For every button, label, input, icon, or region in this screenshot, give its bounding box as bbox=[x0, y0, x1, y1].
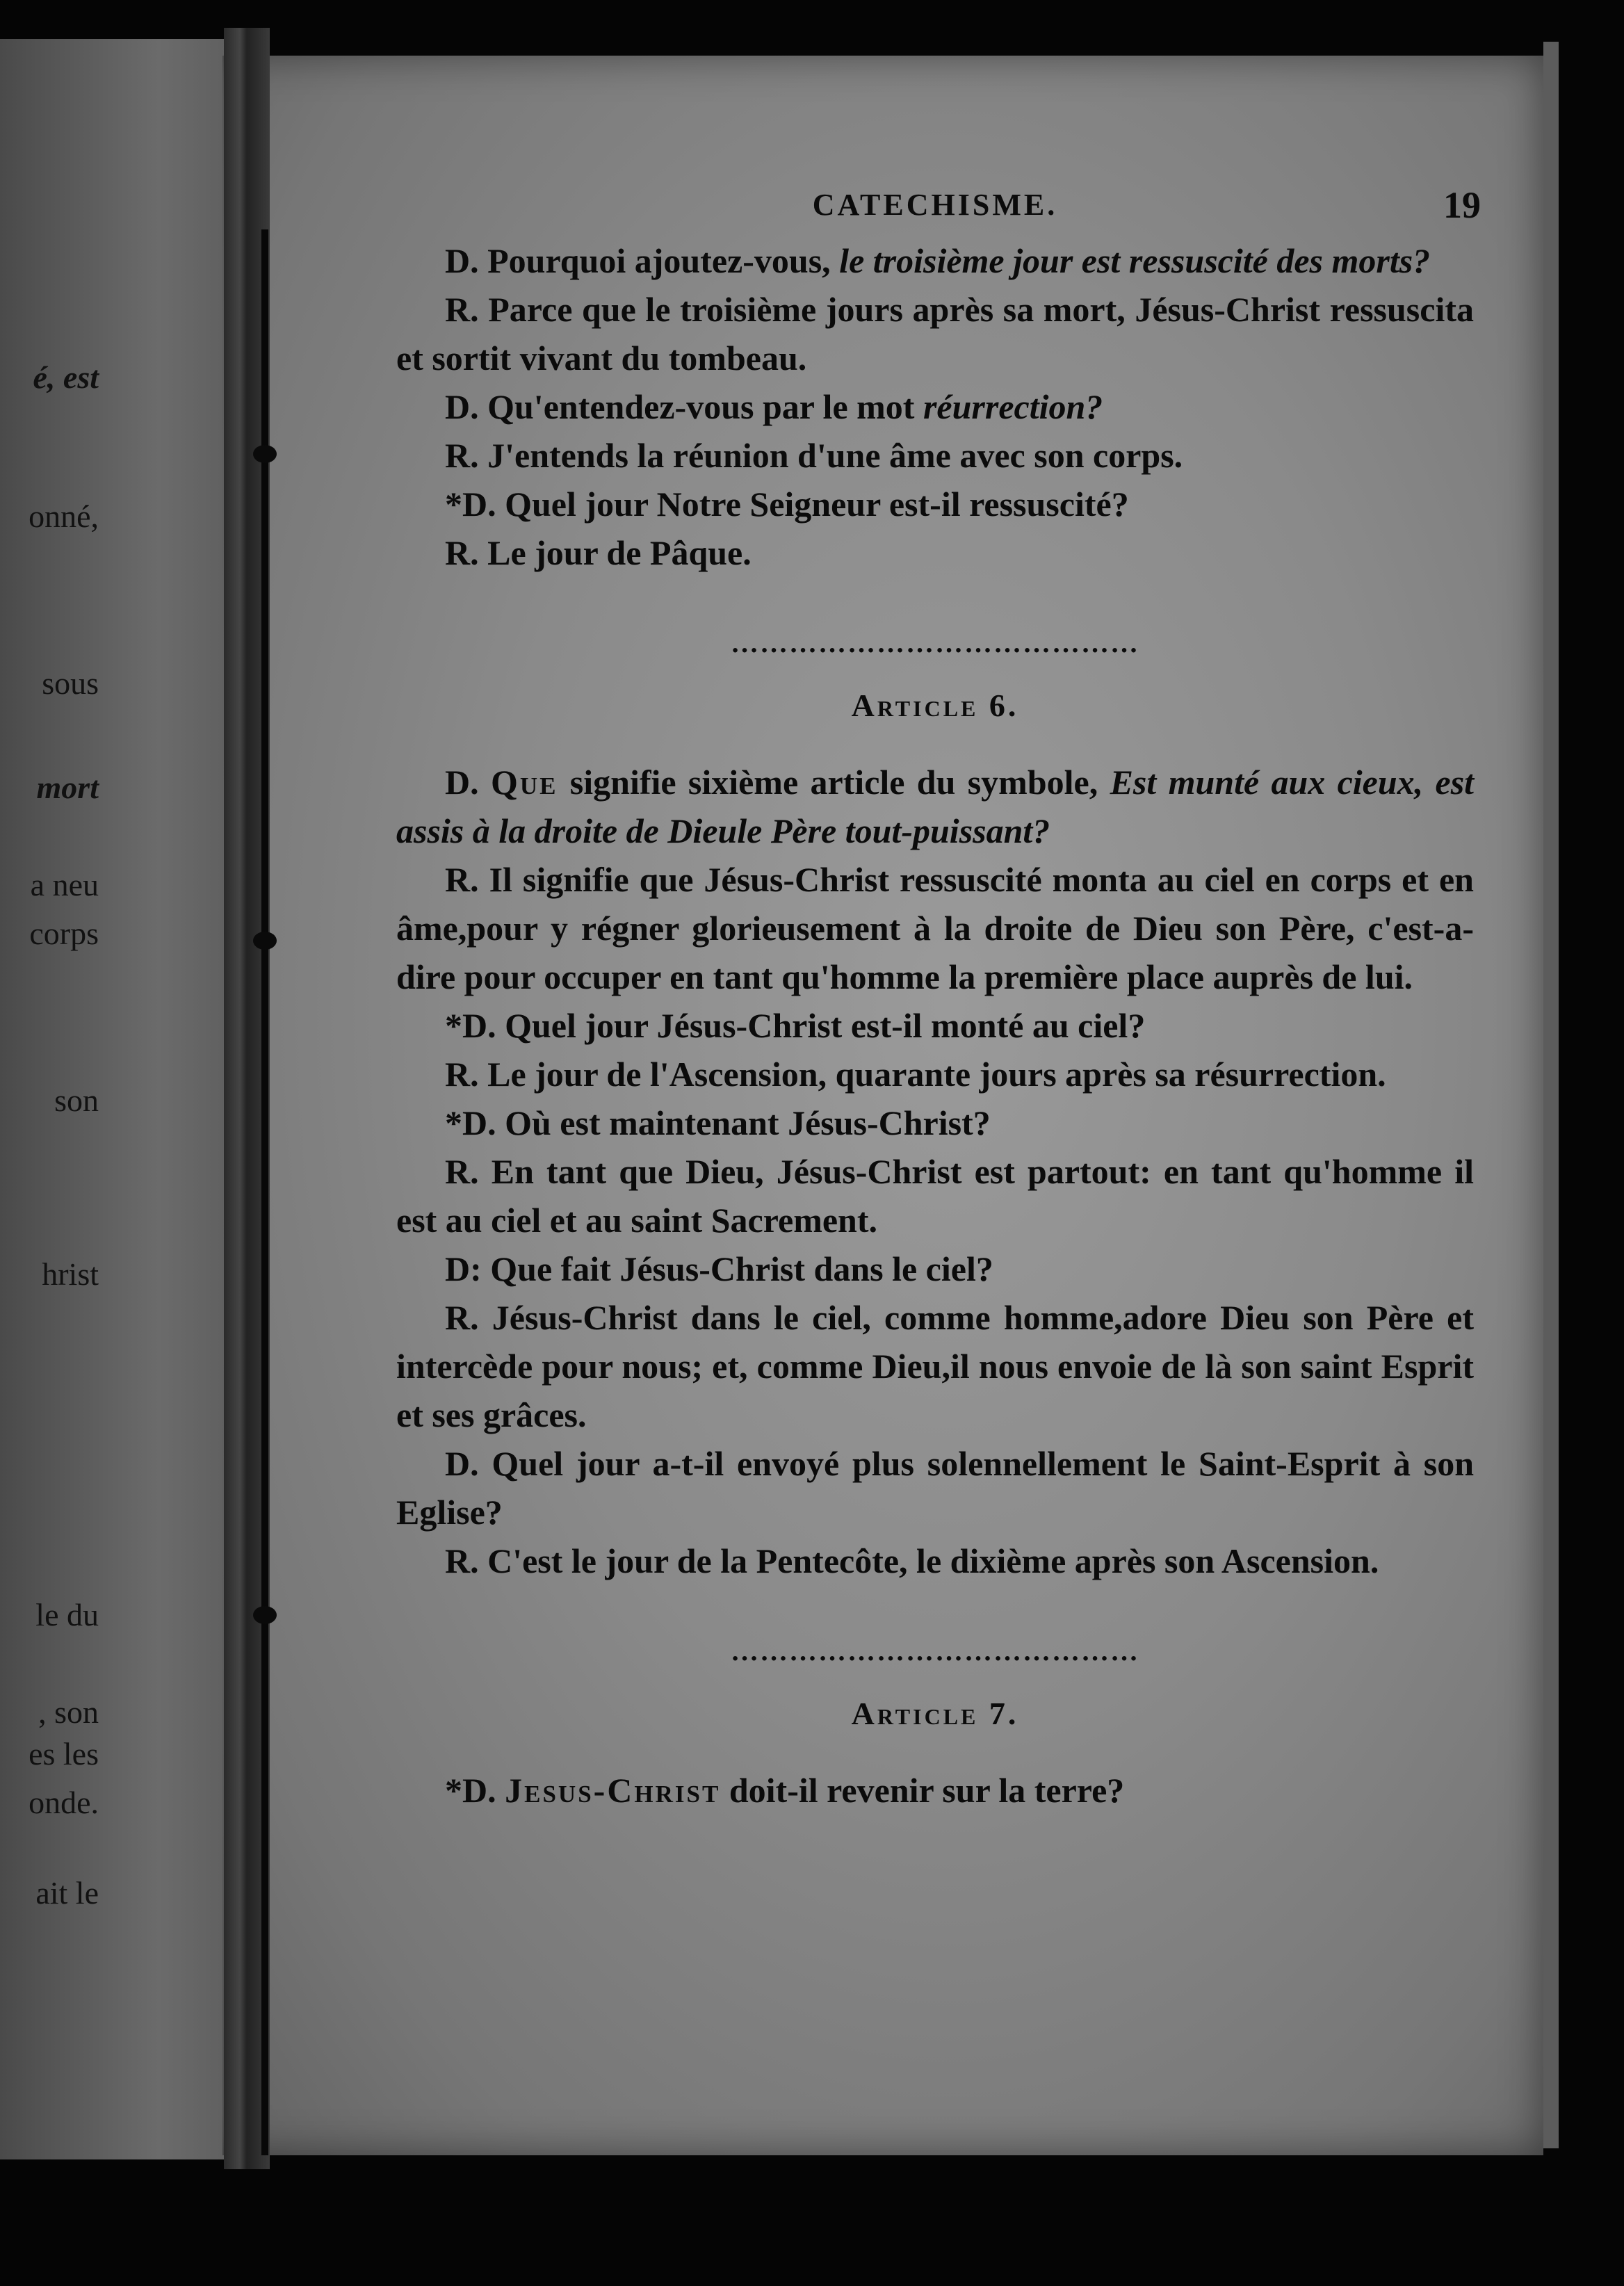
qa-text: Le jour de l'Ascension, quarante jours après sa résurrection. bbox=[487, 1055, 1386, 1094]
question bbox=[396, 382, 1474, 431]
qa-label: *D. bbox=[445, 485, 496, 524]
qa-text: Quel jour Notre Seigneur est-il ressuscité? bbox=[505, 485, 1129, 524]
qa-text: Qu'entendez-vous par le mot bbox=[487, 387, 915, 426]
book-page bbox=[222, 56, 1543, 2155]
binding-knot bbox=[253, 445, 277, 463]
qa-text: Il signifie que Jésus-Christ ressuscité monta au ciel en corps et en âme,pour y régner glorieusement à la droite de Dieu son Père, c'est-a-dire pour occuper en tant qu'homme la première place auprès de lui. bbox=[396, 860, 1474, 996]
qa-label: D. bbox=[445, 241, 479, 280]
answer bbox=[396, 528, 1474, 577]
qa-label: R. bbox=[445, 860, 479, 899]
qa-text: doit-il revenir sur la terre? bbox=[729, 1771, 1125, 1810]
margin-fragment: son bbox=[54, 1083, 99, 1118]
margin-fragment: corps bbox=[29, 916, 99, 951]
answer bbox=[396, 285, 1474, 382]
question bbox=[396, 480, 1474, 528]
qa-lead-word: Jesus-Christ bbox=[505, 1771, 721, 1810]
qa-text: Jésus-Christ dans le ciel, comme homme,adore Dieu son Père et intercède pour nous; et, comme Dieu,il nous envoie de là son saint Esprit et ses grâces. bbox=[396, 1298, 1474, 1434]
question bbox=[396, 1245, 1474, 1293]
answer bbox=[396, 855, 1474, 1001]
binding-knot bbox=[253, 1606, 277, 1624]
margin-fragment: es les bbox=[29, 1736, 99, 1772]
qa-label: D. bbox=[445, 387, 479, 426]
qa-lead-word: Que bbox=[490, 763, 558, 802]
margin-fragment: é, est bbox=[33, 359, 99, 395]
qa-label: R. bbox=[445, 1152, 479, 1191]
margin-fragment: onde. bbox=[29, 1785, 99, 1820]
qa-text: Pourquoi ajoutez-vous, bbox=[487, 241, 831, 280]
qa-label: *D. bbox=[445, 1103, 496, 1142]
qa-label: D. bbox=[445, 1444, 479, 1483]
article-heading: Article 7. bbox=[851, 1696, 1019, 1731]
binding-thread bbox=[261, 229, 268, 2155]
margin-fragment: mort bbox=[36, 770, 99, 805]
answer bbox=[396, 1050, 1474, 1099]
question bbox=[396, 1099, 1474, 1147]
question bbox=[396, 236, 1474, 285]
answer bbox=[396, 431, 1474, 480]
qa-text: Où est maintenant Jésus-Christ? bbox=[505, 1103, 991, 1142]
qa-italic-text: le troisième jour est ressuscité des morts? bbox=[839, 241, 1431, 280]
qa-label: R. bbox=[445, 290, 479, 329]
qa-label: R. bbox=[445, 533, 479, 572]
answer bbox=[396, 1293, 1474, 1439]
question bbox=[396, 1439, 1474, 1537]
margin-fragment: , son bbox=[38, 1694, 99, 1730]
question bbox=[396, 758, 1474, 855]
qa-label: *D. bbox=[445, 1771, 496, 1810]
qa-label: *D. bbox=[445, 1006, 496, 1045]
page-number: 19 bbox=[1443, 184, 1481, 226]
qa-text: Quel jour a-t-il envoyé plus solennellement le Saint-Esprit à son Eglise? bbox=[396, 1444, 1475, 1532]
qa-text: Parce que le troisième jours après sa mort, Jésus-Christ ressuscita et sortit vivant du tombeau. bbox=[396, 290, 1474, 378]
running-title: CATECHISME. bbox=[812, 188, 1058, 222]
dotted-separator: …………………………………… bbox=[731, 1635, 1139, 1667]
qa-label: R. bbox=[445, 1541, 479, 1580]
dotted-separator: …………………………………… bbox=[731, 627, 1139, 658]
qa-text: Le jour de Pâque. bbox=[487, 533, 752, 572]
qa-label: R. bbox=[445, 1055, 479, 1094]
qa-text: Quel jour Jésus-Christ est-il monté au ciel? bbox=[505, 1006, 1146, 1045]
qa-text: C'est le jour de la Pentecôte, le dixième après son Ascension. bbox=[487, 1541, 1379, 1580]
qa-label: D. bbox=[445, 763, 479, 802]
qa-text: Que fait Jésus-Christ dans le ciel? bbox=[490, 1249, 993, 1288]
margin-fragment: onné, bbox=[29, 498, 99, 534]
page-text bbox=[396, 181, 1481, 1815]
question bbox=[396, 1001, 1474, 1050]
margin-fragment: a neu bbox=[30, 867, 99, 902]
qa-italic-text: réurrection? bbox=[923, 387, 1103, 426]
qa-italic-text: Est munté aux cieux, est assis à la droite de Dieule Père tout-puissant? bbox=[396, 763, 1475, 850]
answer bbox=[396, 1537, 1474, 1585]
qa-text: signifie sixième article du symbole, bbox=[569, 763, 1098, 802]
article-heading: Article 6. bbox=[851, 688, 1019, 723]
qa-label: R. bbox=[445, 436, 479, 475]
margin-fragment: sous bbox=[42, 665, 99, 701]
qa-label: D: bbox=[445, 1249, 482, 1288]
running-head bbox=[396, 181, 1481, 236]
qa-label: R. bbox=[445, 1298, 479, 1337]
margin-fragment: ait le bbox=[35, 1875, 99, 1911]
margin-fragment: hrist bbox=[42, 1256, 99, 1292]
question bbox=[396, 1766, 1474, 1815]
answer bbox=[396, 1147, 1474, 1245]
qa-text: En tant que Dieu, Jésus-Christ est partout: en tant qu'homme il est au ciel et au saint Sacrement. bbox=[396, 1152, 1474, 1240]
page-edge bbox=[1543, 42, 1559, 2148]
qa-text: J'entends la réunion d'une âme avec son corps. bbox=[487, 436, 1183, 475]
binding-knot bbox=[253, 932, 277, 950]
margin-fragment: le du bbox=[35, 1597, 99, 1632]
